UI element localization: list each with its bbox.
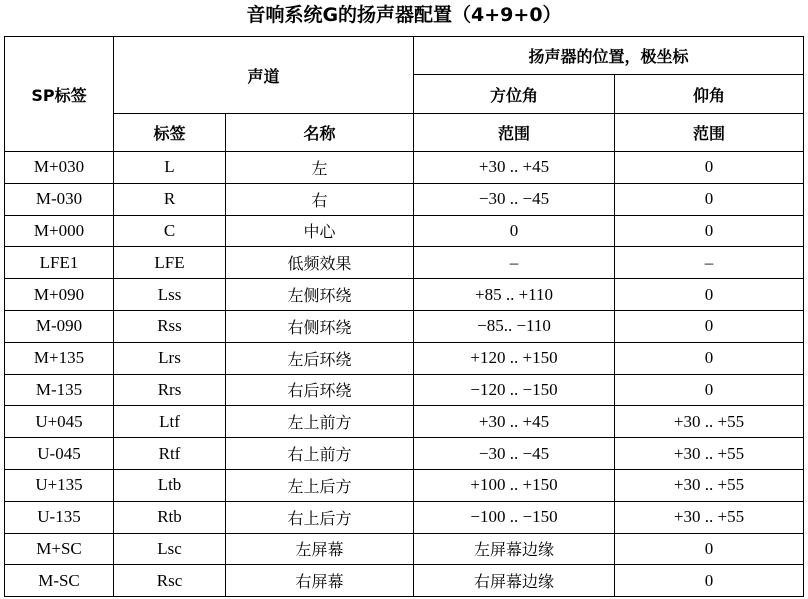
cell-sp-label: U-045 [5, 438, 114, 470]
cell-label: Rsc [114, 565, 226, 597]
cell-azimuth: +30 .. +45 [414, 152, 615, 184]
page-title: 音响系统G的扬声器配置（4+9+0） [246, 4, 562, 26]
table-body [5, 152, 804, 597]
cell-azimuth: 右屏幕边缘 [414, 565, 615, 597]
cell-label: Rrs [114, 374, 226, 406]
cell-elevation: +30 .. +55 [615, 501, 804, 533]
cell-name: 右后环绕 [226, 374, 414, 406]
cell-sp-label: M+SC [5, 533, 114, 565]
table-row [5, 565, 804, 597]
cell-azimuth: −30 .. −45 [414, 183, 615, 215]
header-azimuth: 方位角 [414, 75, 615, 114]
cell-sp-label: U+135 [5, 469, 114, 501]
cell-sp-label: LFE1 [5, 247, 114, 279]
header-row-3 [5, 114, 804, 152]
cell-name: 右上后方 [226, 501, 414, 533]
cell-elevation: 0 [615, 533, 804, 565]
cell-label: Rtf [114, 438, 226, 470]
cell-elevation: +30 .. +55 [615, 406, 804, 438]
table-row [5, 438, 804, 470]
cell-label: Lsc [114, 533, 226, 565]
cell-elevation: 0 [615, 183, 804, 215]
cell-azimuth: −120 .. −150 [414, 374, 615, 406]
cell-elevation: 0 [615, 310, 804, 342]
cell-label: Rtb [114, 501, 226, 533]
cell-name: 右 [226, 183, 414, 215]
cell-name: 低频效果 [226, 247, 414, 279]
cell-azimuth: 左屏幕边缘 [414, 533, 615, 565]
cell-elevation: 0 [615, 152, 804, 184]
table-row [5, 374, 804, 406]
cell-name: 左上前方 [226, 406, 414, 438]
table-row [5, 406, 804, 438]
cell-azimuth: – [414, 247, 615, 279]
cell-label: LFE [114, 247, 226, 279]
table-row [5, 215, 804, 247]
cell-label: Lss [114, 279, 226, 311]
cell-azimuth: 0 [414, 215, 615, 247]
cell-azimuth: −30 .. −45 [414, 438, 615, 470]
header-azimuth-range: 范围 [414, 114, 615, 152]
cell-azimuth: +85 .. +110 [414, 279, 615, 311]
cell-sp-label: M-SC [5, 565, 114, 597]
cell-name: 右屏幕 [226, 565, 414, 597]
table-row [5, 183, 804, 215]
cell-azimuth: +30 .. +45 [414, 406, 615, 438]
cell-label: Lrs [114, 342, 226, 374]
table-row [5, 501, 804, 533]
cell-sp-label: M+135 [5, 342, 114, 374]
cell-azimuth: −100 .. −150 [414, 501, 615, 533]
header-sp-label: SP标签 [5, 37, 114, 152]
cell-sp-label: M-090 [5, 310, 114, 342]
cell-label: L [114, 152, 226, 184]
cell-label: R [114, 183, 226, 215]
cell-elevation: 0 [615, 215, 804, 247]
cell-name: 左侧环绕 [226, 279, 414, 311]
cell-label: Ltf [114, 406, 226, 438]
header-row-1 [5, 37, 804, 75]
cell-azimuth: −85.. −110 [414, 310, 615, 342]
header-label: 标签 [114, 114, 226, 152]
cell-name: 左屏幕 [226, 533, 414, 565]
speaker-config-table [4, 36, 804, 597]
header-elevation-range: 范围 [615, 114, 804, 152]
cell-elevation: +30 .. +55 [615, 469, 804, 501]
cell-sp-label: M-135 [5, 374, 114, 406]
table-row [5, 152, 804, 184]
header-speaker-position: 扬声器的位置，极坐标 [414, 37, 804, 75]
cell-sp-label: U-135 [5, 501, 114, 533]
cell-name: 中心 [226, 215, 414, 247]
cell-elevation: – [615, 247, 804, 279]
cell-label: C [114, 215, 226, 247]
cell-elevation: +30 .. +55 [615, 438, 804, 470]
cell-label: Rss [114, 310, 226, 342]
cell-name: 右上前方 [226, 438, 414, 470]
table-row [5, 342, 804, 374]
cell-sp-label: M+000 [5, 215, 114, 247]
table-row [5, 469, 804, 501]
cell-sp-label: M+090 [5, 279, 114, 311]
cell-name: 左后环绕 [226, 342, 414, 374]
table-row [5, 247, 804, 279]
cell-name: 左上后方 [226, 469, 414, 501]
cell-name: 左 [226, 152, 414, 184]
cell-elevation: 0 [615, 565, 804, 597]
table-row [5, 310, 804, 342]
cell-elevation: 0 [615, 374, 804, 406]
cell-azimuth: +120 .. +150 [414, 342, 615, 374]
cell-sp-label: M+030 [5, 152, 114, 184]
header-elevation: 仰角 [615, 75, 804, 114]
table-row [5, 279, 804, 311]
cell-sp-label: U+045 [5, 406, 114, 438]
cell-elevation: 0 [615, 279, 804, 311]
header-channel: 声道 [114, 37, 414, 114]
cell-azimuth: +100 .. +150 [414, 469, 615, 501]
cell-label: Ltb [114, 469, 226, 501]
cell-elevation: 0 [615, 342, 804, 374]
header-name: 名称 [226, 114, 414, 152]
cell-name: 右侧环绕 [226, 310, 414, 342]
table-row [5, 533, 804, 565]
cell-sp-label: M-030 [5, 183, 114, 215]
